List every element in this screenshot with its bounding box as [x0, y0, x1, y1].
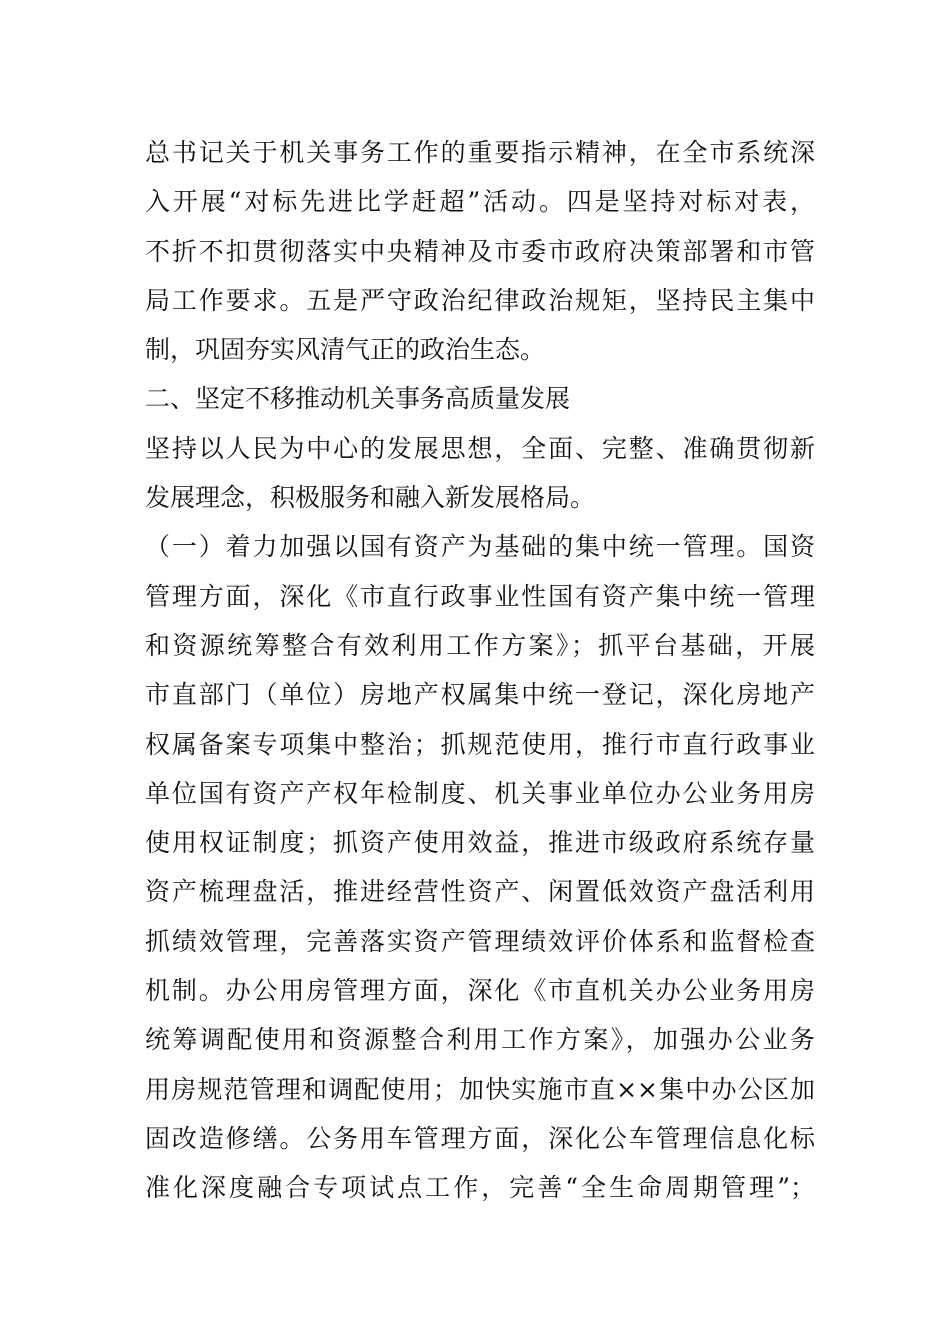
text-line: 单位国有资产产权年检制度、机关事业单位办公业务用房 [145, 778, 815, 808]
text-line: 统筹调配使用和资源整合利用工作方案》，加强办公业务 [145, 1025, 815, 1055]
text-line: 机制。办公用房管理方面，深化《市直机关办公业务用房 [145, 976, 815, 1006]
body-text [145, 128, 815, 1213]
text-line: 市直部门（单位）房地产权属集中统一登记，深化房地产 [145, 680, 815, 710]
text-line: 总书记关于机关事务工作的重要指示精神，在全市系统深 [145, 138, 815, 167]
text-line: （一）着力加强以国有资产为基础的集中统一管理。国资 [145, 532, 815, 562]
text-line: 使用权证制度；抓资产使用效益，推进市级政府系统存量 [145, 828, 815, 858]
text-line: 用房规范管理和调配使用；加快实施市直××集中办公区加 [145, 1074, 815, 1104]
text-line: 坚持以人民为中心的发展思想，全面、完整、准确贯彻新 [145, 433, 815, 463]
text-line: 固改造修缮。公务用车管理方面，深化公车管理信息化标 [145, 1123, 815, 1153]
text-line: 资产梳理盘活，推进经营性资产、闲置低效资产盘活利用 [145, 877, 815, 907]
text-line: 和资源统筹整合有效利用工作方案》；抓平台基础，开展 [145, 630, 815, 660]
text-line: 不折不扣贯彻落实中央精神及市委市政府决策部署和市管 [145, 236, 815, 266]
text-line: 入开展“对标先进比学赶超”活动。四是坚持对标对表， [145, 187, 815, 217]
text-line: 发展理念，积极服务和融入新发展格局。 [145, 483, 596, 513]
text-line: 准化深度融合专项试点工作，完善“全生命周期管理”； [145, 1173, 815, 1203]
text-line: 权属备案专项集中整治；抓规范使用，推行市直行政事业 [145, 729, 815, 759]
text-line: 管理方面，深化《市直行政事业性国有资产集中统一管理 [145, 581, 815, 611]
text-line: 抓绩效管理，完善落实资产管理绩效评价体系和监督检查 [145, 926, 815, 956]
text-line: 二、坚定不移推动机关事务高质量发展 [145, 384, 571, 414]
text-line: 局工作要求。五是严守政治纪律政治规矩，坚持民主集中 [145, 285, 815, 315]
text-line: 制，巩固夯实风清气正的政治生态。 [145, 335, 546, 365]
